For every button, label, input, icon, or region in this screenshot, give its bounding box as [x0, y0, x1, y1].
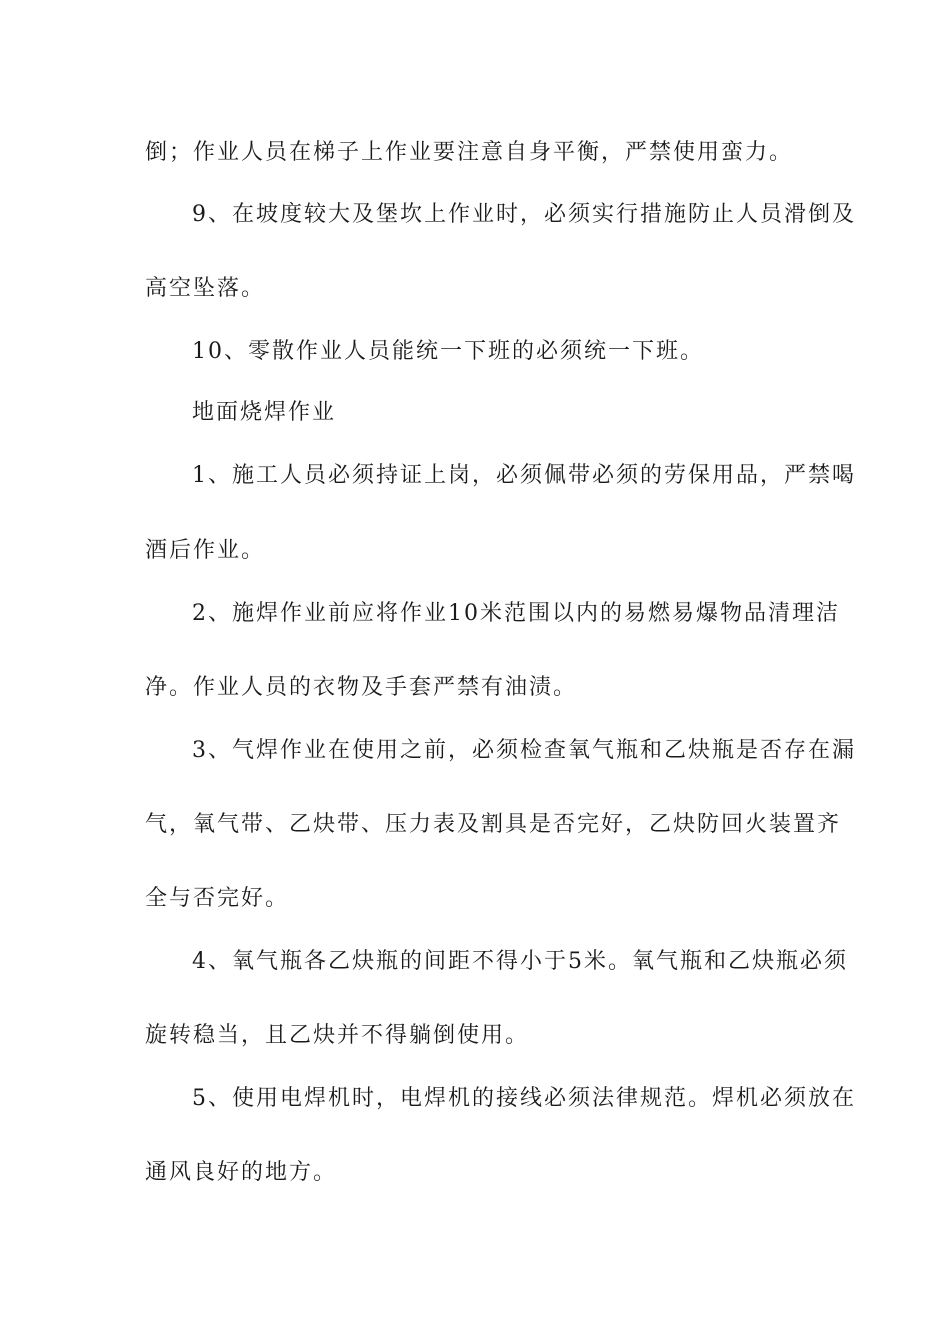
item-3-line-1: 3、气焊作业在使用之前，必须检查氧气瓶和乙炔瓶是否存在漏 — [192, 738, 856, 763]
text-line-continuation: 倒；作业人员在梯子上作业要注意自身平衡，严禁使用蛮力。 — [145, 140, 794, 165]
item-1-line-1: 1、施工人员必须持证上岗，必须佩带必须的劳保用品，严禁喝 — [192, 463, 856, 488]
item-4-line-1: 4、氧气瓶各乙炔瓶的间距不得小于5米。氧气瓶和乙炔瓶必须 — [192, 949, 848, 974]
item-10-line-1: 10、零散作业人员能统一下班的必须统一下班。 — [192, 339, 704, 364]
item-9-line-1: 9、在坡度较大及堡坎上作业时，必须实行措施防止人员滑倒及 — [192, 202, 856, 227]
item-3-line-3: 全与否完好。 — [145, 886, 290, 911]
item-5-line-2: 通风良好的地方。 — [145, 1160, 338, 1185]
item-5-line-1: 5、使用电焊机时，电焊机的接线必须法律规范。焊机必须放在 — [192, 1086, 856, 1111]
item-2-line-1: 2、施焊作业前应将作业10米范围以内的易燃易爆物品清理洁 — [192, 601, 840, 626]
item-4-line-2: 旋转稳当，且乙炔并不得躺倒使用。 — [145, 1023, 530, 1048]
item-9-line-2: 高空坠落。 — [145, 276, 266, 301]
item-2-line-2: 净。作业人员的衣物及手套严禁有油渍。 — [145, 675, 578, 700]
section-heading: 地面烧焊作业 — [192, 400, 337, 425]
item-3-line-2: 气，氧气带、乙炔带、压力表及割具是否完好，乙炔防回火装置齐 — [145, 812, 842, 837]
item-1-line-2: 酒后作业。 — [145, 538, 266, 563]
